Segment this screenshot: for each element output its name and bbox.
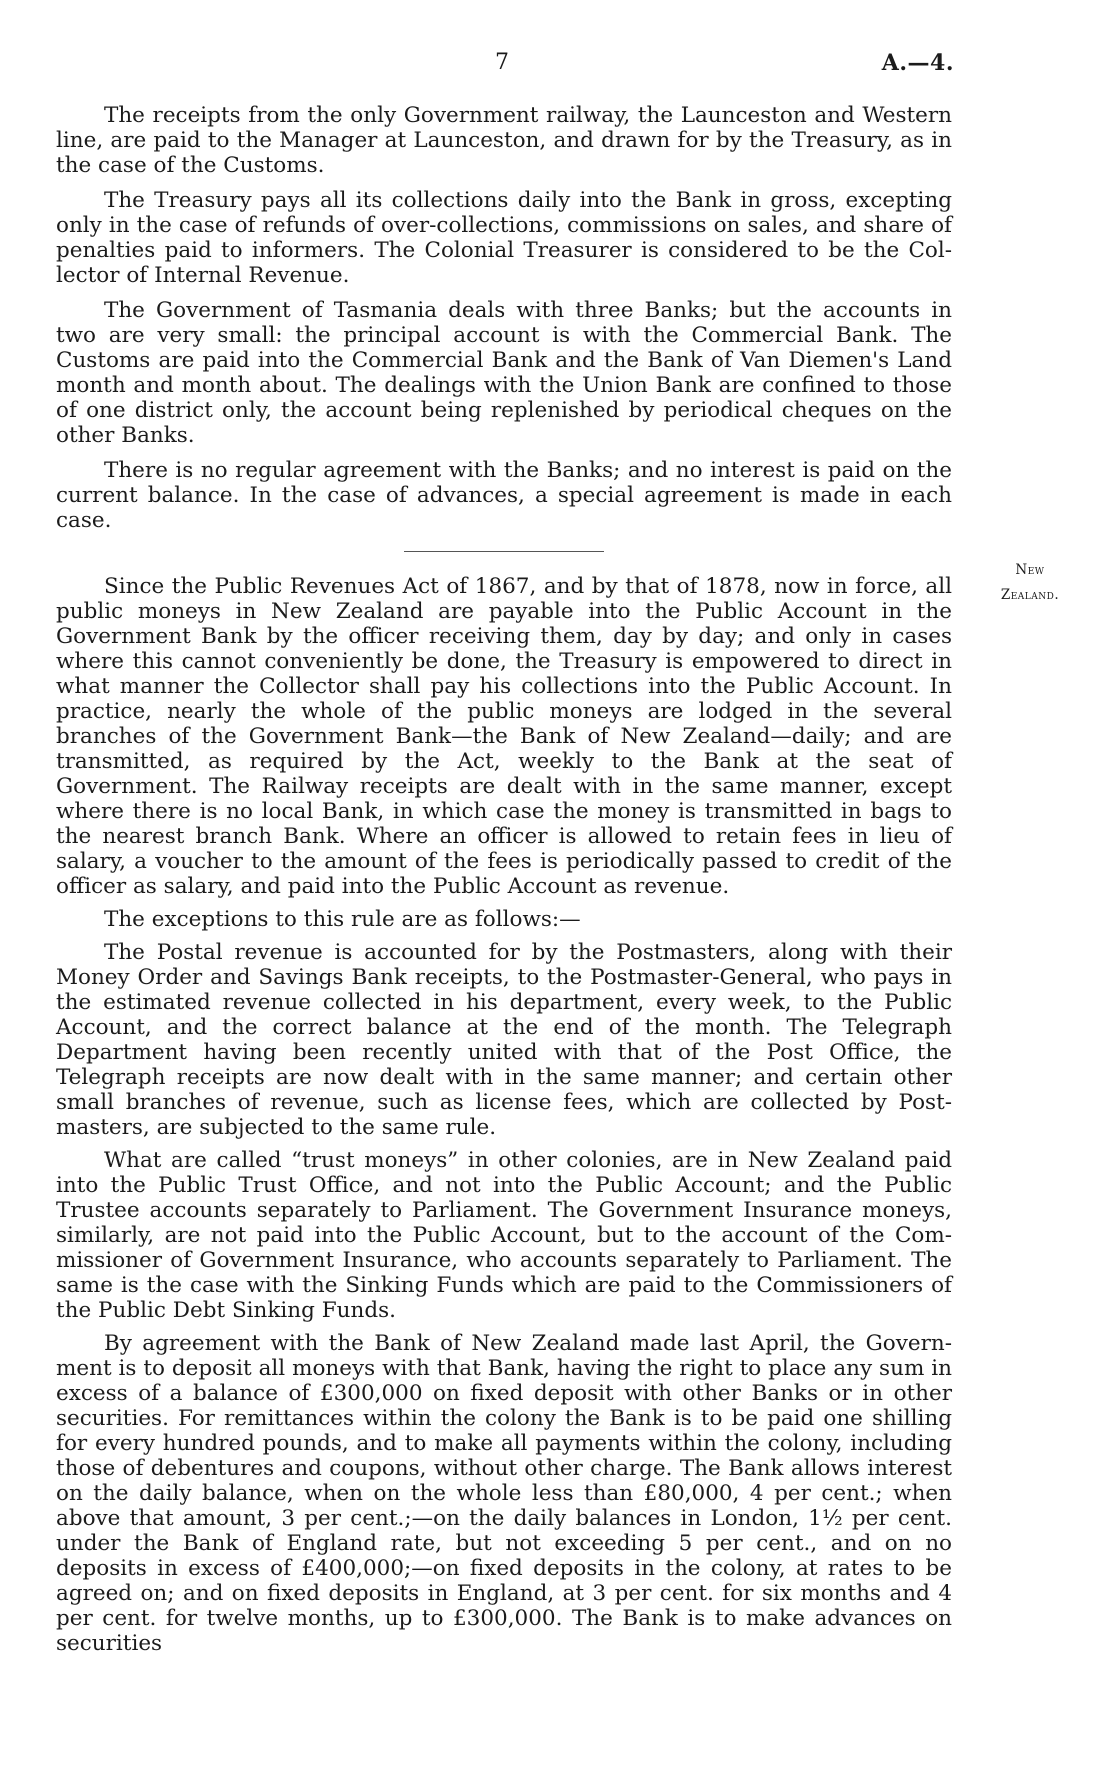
paragraph: The exceptions to this rule are as follows:—: [104, 907, 581, 932]
page-number: 7: [495, 50, 509, 75]
tasmania-section: [56, 103, 952, 533]
new-zealand-section: [56, 574, 952, 1656]
margin-note-line: Zealand.: [1000, 587, 1060, 603]
paragraph: The receipts from the only Government railway, the Launceston and Western line, are paid to the Manager at Launceston, and drawn for by the Treasury, as in the case of the Customs.: [56, 103, 952, 178]
paragraph: Since the Public Revenues Act of 1867, and by that of 1878, now in force, all public moneys in New Zealand are payable into the Public Account in the Government Bank by the officer receiving them, day by day; and only in cases where this cannot conveniently be done, the Treasury is empowered to direct in what manner the Collector shall pay his collections into the Public Account. In practice, nearly the whole of the public moneys are lodged in the several branches of the Government Bank—the Bank of New Zealand—daily; and are transmitted, as required by the Act, weekly to the Bank at the seat of Government. The Railway receipts are dealt with in the same manner, except where there is no local Bank, in which case the money is transmitted in bags to the nearest branch Bank. Where an officer is allowed to retain fees in lieu of salary, a voucher to the amount of the fees is periodically passed to credit of the officer as salary, and paid into the Public Account as revenue.: [56, 574, 952, 899]
paragraph: By agreement with the Bank of New Zealand made last April, the Government is to deposit all moneys with that Bank, having the right to place any sum in excess of a balance of £300,000 on fixed deposit with other Banks or in other securities. For remittances within the colony the Bank is to be paid one shilling for every hundred pounds, and to make all payments within the colony, including those of debentures and coupons, without other charge. The Bank allows interest on the daily balance, when on the whole less than £80,000, 4 per cent.; when above that amount, 3 per cent.;—on the daily balances in London, 1½ per cent. under the Bank of England rate, but not exceeding 5 per cent., and on no deposits in excess of £400,000;—on fixed deposits in the colony, at rates to be agreed on; and on fixed deposits in England, at 3 per cent. for six months and 4 per cent. for twelve months, up to £300,000. The Bank is to make advances on securities: [56, 1331, 952, 1656]
paragraph: What are called “trust moneys” in other colonies, are in New Zealand paid into the Public Trust Office, and not into the Public Account; and the Public Trustee accounts separately to Parliament. The Government Insurance moneys, similarly, are not paid into the Public Account, but to the account of the Commissioner of Government Insurance, who accounts separately to Parliament. The same is the case with the Sinking Funds which are paid to the Commissioners of the Public Debt Sinking Funds.: [56, 1148, 952, 1323]
margin-note-new-zealand: [965, 558, 1095, 608]
paragraph: The Government of Tasmania deals with three Banks; but the accounts in two are very small: the principal account is with the Commercial Bank. The Customs are paid into the Commercial Bank and the Bank of Van Diemen's Land month and month about. The dealings with the Union Bank are confined to those of one district only, the account being replenished by periodical cheques on the other Banks.: [56, 298, 952, 448]
paragraph: The Postal revenue is accounted for by the Postmasters, along with their Money Order and Savings Bank receipts, to the Postmaster-General, who pays in the estimated revenue collected in his department, every week, to the Public Account, and the correct balance at the end of the month. The Telegraph Department having been recently united with that of the Post Office, the Telegraph receipts are now dealt with in the same manner; and certain other small branches of revenue, such as license fees, which are collected by Postmasters, are subjected to the same rule.: [56, 940, 952, 1140]
paragraph: There is no regular agreement with the Banks; and no interest is paid on the current balance. In the case of advances, a special agreement is made in each case.: [56, 458, 952, 533]
page-body: [56, 103, 952, 1664]
margin-note-line: New: [1015, 562, 1045, 578]
document-code: A.—4.: [881, 50, 954, 76]
section-divider: [404, 551, 604, 552]
paragraph: The Treasury pays all its collections daily into the Bank in gross, excepting only in the case of refunds of over-collections, commissions on sales, and share of penalties paid to informers. The Colonial Treasurer is considered to be the Collector of Internal Revenue.: [56, 188, 952, 288]
